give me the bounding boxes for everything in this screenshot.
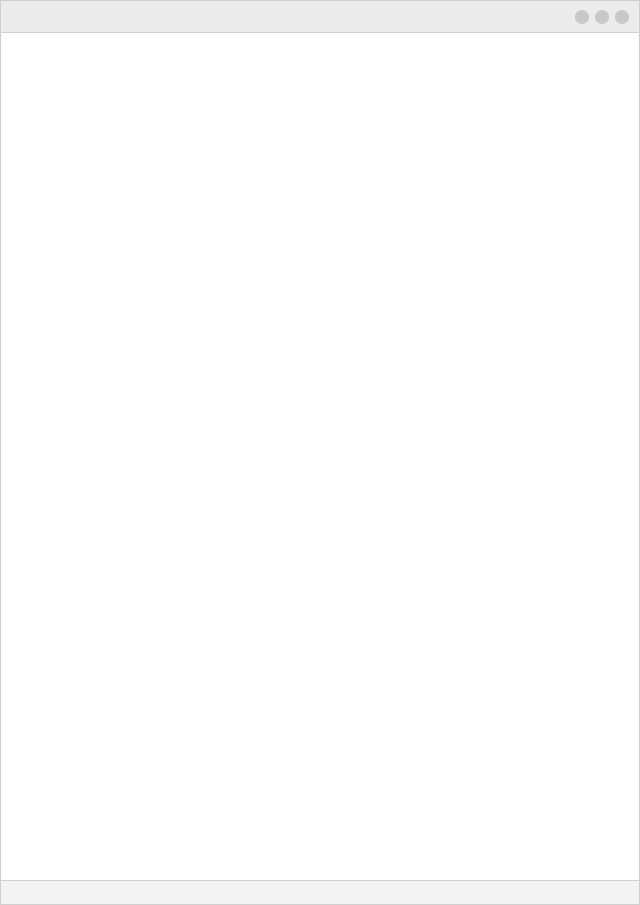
window-controls [575, 10, 629, 24]
minimize-icon[interactable] [575, 10, 589, 24]
status-bar [1, 880, 639, 904]
title-bar[interactable] [1, 1, 639, 33]
main-content [1, 33, 639, 880]
close-icon[interactable] [615, 10, 629, 24]
maximize-icon[interactable] [595, 10, 609, 24]
